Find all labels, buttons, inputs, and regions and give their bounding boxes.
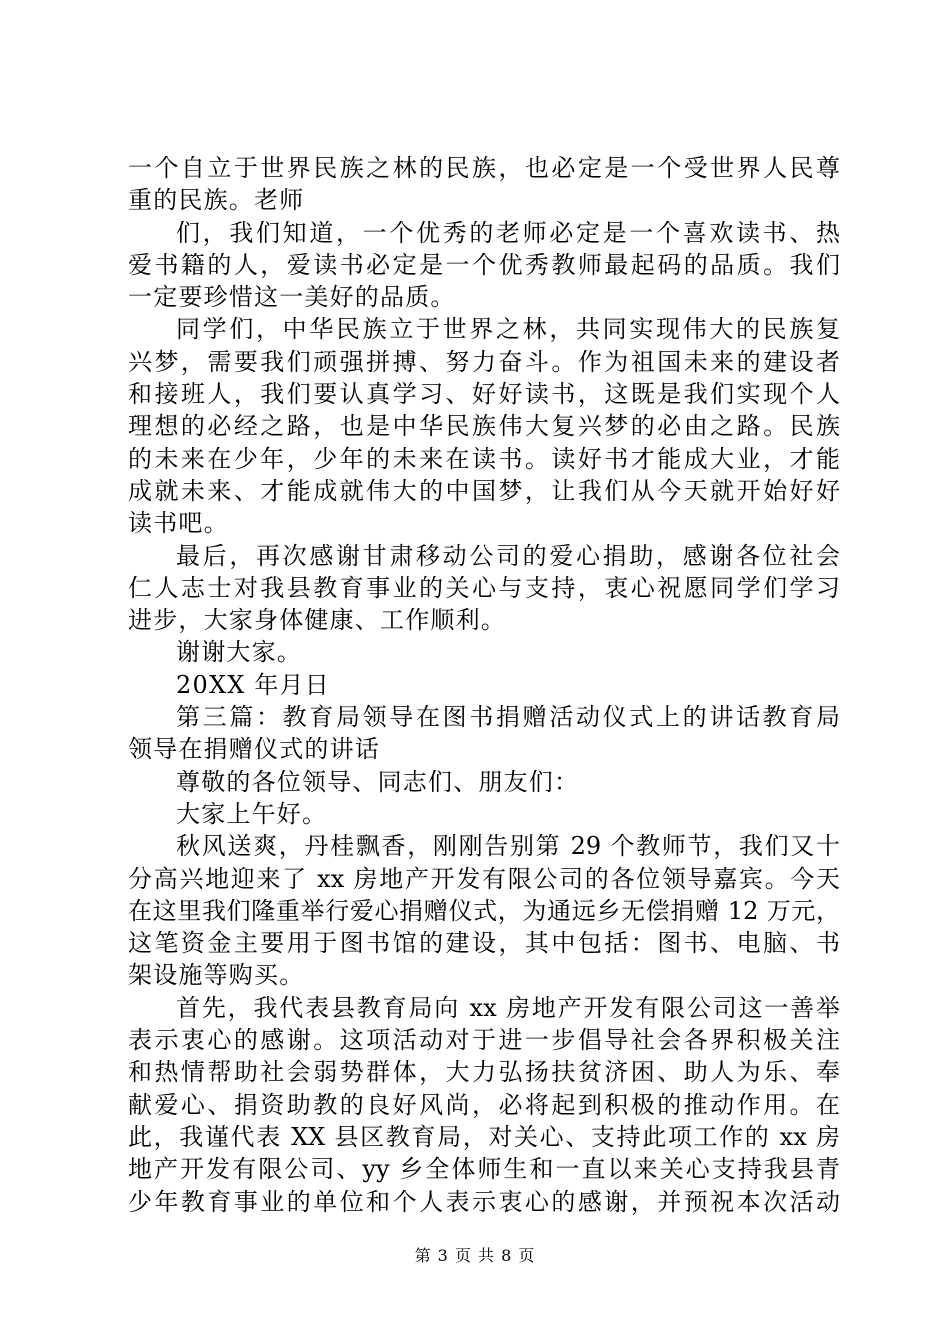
text-line: 此，我谨代表 XX 县区教育局，对关心、支持此项工作的 xx 房 [128, 1122, 840, 1151]
text-line: 仁人志士对我县教育事业的关心与支持，衷心祝愿同学们学习 [128, 573, 840, 602]
text-line: 们，我们知道，一个优秀的老师必定是一个喜欢读书、热 [176, 218, 840, 247]
text-line: 大家上午好。 [176, 799, 328, 828]
text-line: 的未来在少年，少年的未来在读书。读好书才能成大业，才能 [128, 444, 840, 473]
text-line: 献爱心、捐资助教的良好风尚，必将起到积极的推动作用。在 [128, 1090, 840, 1119]
text-line: 尊敬的各位领导、同志们、朋友们： [176, 767, 580, 796]
text-line: 这笔资金主要用于图书馆的建设，其中包括：图书、电脑、书 [128, 929, 840, 958]
text-line: 进步，大家身体健康、工作顺利。 [128, 606, 506, 635]
text-line: 和热情帮助社会弱势群体，大力弘扬扶贫济困、助人为乐、奉 [128, 1058, 840, 1087]
document-body [128, 152, 840, 1218]
text-line: 少年教育事业的单位和个人表示衷心的感谢，并预祝本次活动 [128, 1187, 840, 1216]
text-line: 理想的必经之路，也是中华民族伟大复兴梦的必由之路。民族 [128, 412, 840, 441]
text-line: 谢谢大家。 [176, 638, 302, 667]
text-line: 重的民族。老师 [128, 186, 305, 215]
text-line: 最后，再次感谢甘肃移动公司的爱心捐助，感谢各位社会 [176, 541, 840, 570]
text-line: 读书吧。 [128, 509, 229, 538]
text-line: 表示衷心的感谢。这项活动对于进一步倡导社会各界积极关注 [128, 1026, 840, 1055]
text-line: 同学们，中华民族立于世界之林，共同实现伟大的民族复 [176, 315, 840, 344]
text-line: 一个自立于世界民族之林的民族，也必定是一个受世界人民尊 [128, 154, 840, 182]
text-line: 首先，我代表县教育局向 xx 房地产开发有限公司这一善举 [176, 993, 840, 1022]
text-line: 秋风送爽，丹桂飘香，刚刚告别第 29 个教师节，我们又十 [176, 832, 840, 861]
text-line: 和接班人，我们要认真学习、好好读书，这既是我们实现个人 [128, 380, 840, 409]
text-line: 兴梦，需要我们顽强拼搏、努力奋斗。作为祖国未来的建设者 [128, 347, 840, 376]
text-line: 架设施等购买。 [128, 961, 305, 990]
page-footer: 第 3 页 共 8 页 [414, 1246, 536, 1265]
text-line: 在这里我们隆重举行爱心捐赠仪式，为通远乡无偿捐赠 12 万元， [128, 896, 840, 925]
text-line: 分高兴地迎来了 xx 房地产开发有限公司的各位领导嘉宾。今天 [128, 864, 840, 893]
text-line: 爱书籍的人，爱读书必定是一个优秀教师最起码的品质。我们 [128, 250, 840, 279]
text-line: 第三篇：教育局领导在图书捐赠活动仪式上的讲话教育局 [176, 703, 840, 732]
text-line: 20XX 年月日 [176, 670, 330, 699]
text-line: 成就未来、才能成就伟大的中国梦，让我们从今天就开始好好 [128, 476, 840, 505]
text-line: 地产开发有限公司、yy 乡全体师生和一直以来关心支持我县青 [128, 1155, 840, 1184]
text-line: 一定要珍惜这一美好的品质。 [128, 283, 456, 312]
text-line: 领导在捐赠仪式的讲话 [128, 735, 380, 764]
